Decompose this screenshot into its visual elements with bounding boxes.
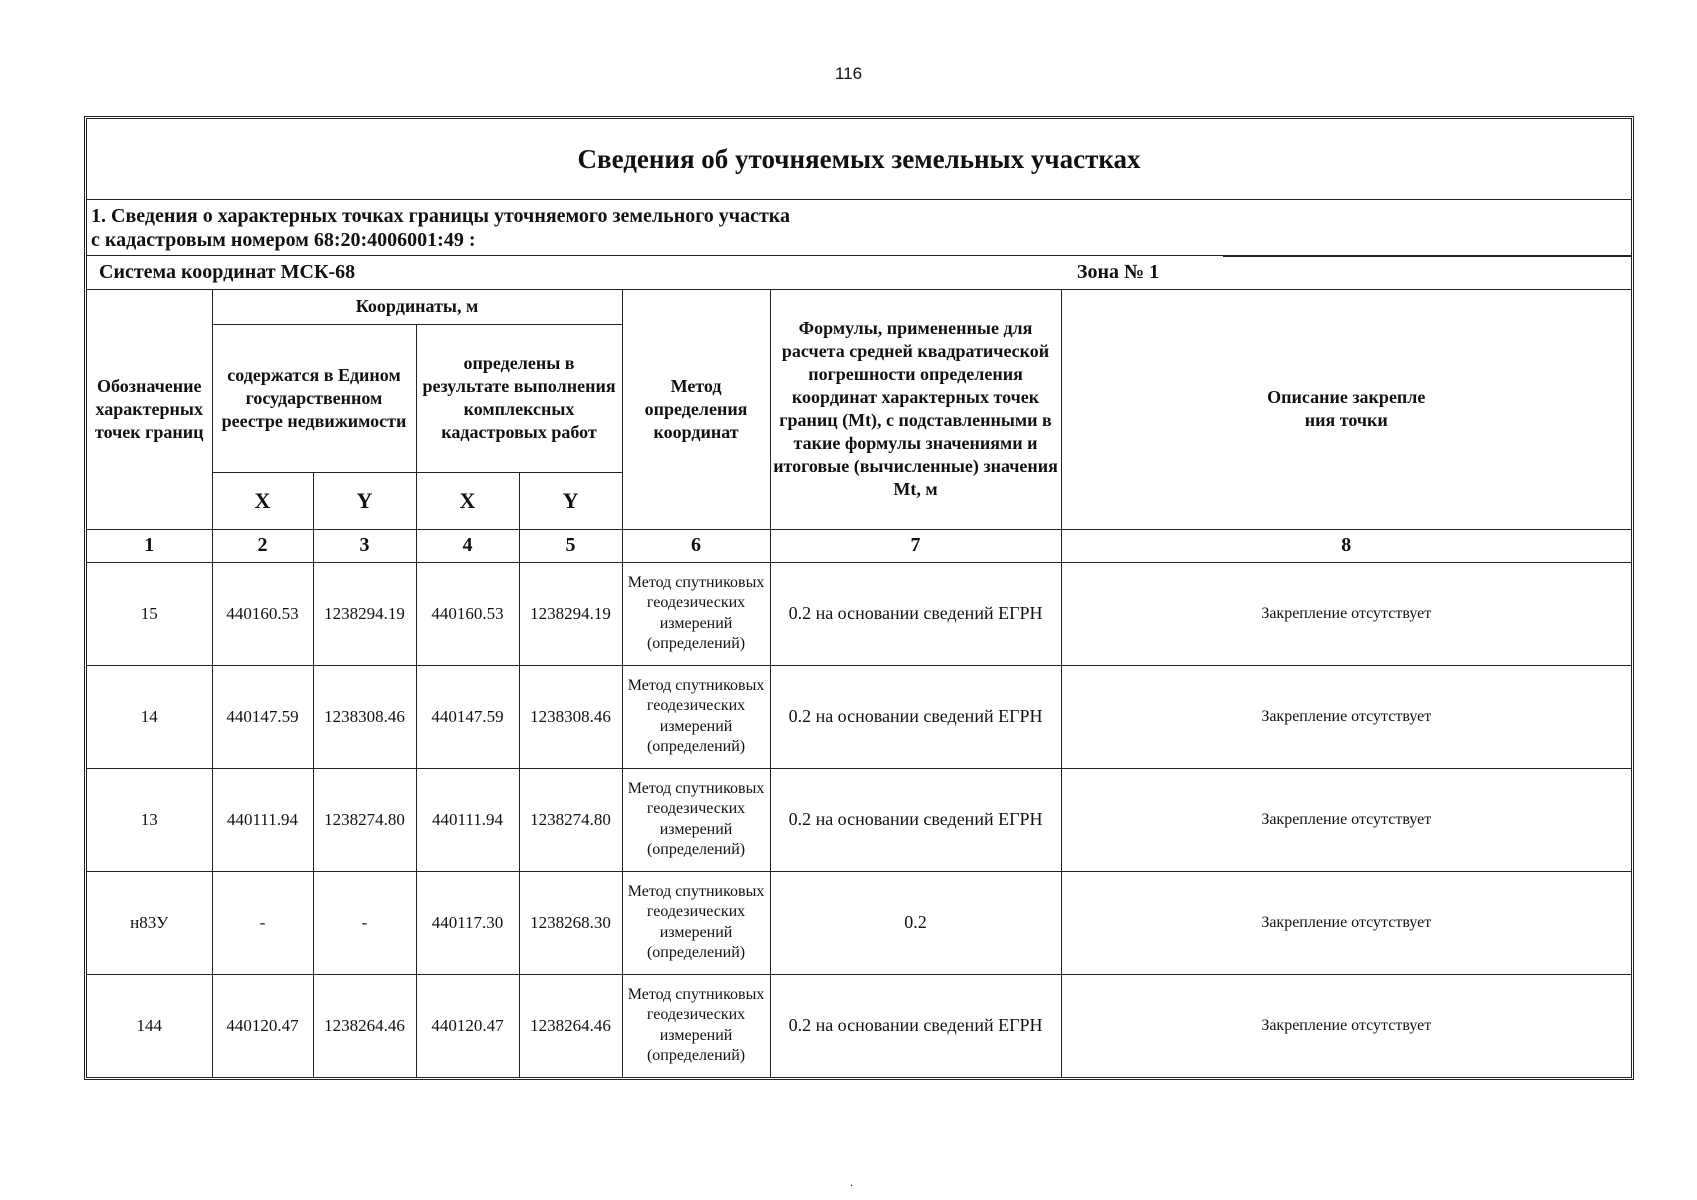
header-egrn-coordinates: содержатся в Едином государственном реестре недвижимости [212,324,416,472]
x-determined: 440117.30 [416,871,519,974]
formula: 0.2 на основании сведений ЕГРН [770,974,1061,1077]
formula: 0.2 на основании сведений ЕГРН [770,768,1061,871]
y-egrn: 1238308.46 [313,665,416,768]
section-heading-line1: 1. Сведения о характерных точках границы уточняемого земельного участка [91,205,791,227]
header-y-egrn: Y [313,472,416,529]
table-row [87,665,1631,768]
page-number: 116 [834,64,863,83]
formula: 0.2 на основании сведений ЕГРН [770,665,1061,768]
coordinate-system-row [87,256,1631,290]
point-id: 15 [87,562,212,665]
point-id: 13 [87,768,212,871]
y-determined: 1238264.46 [519,974,622,1077]
column-number: 2 [212,529,313,562]
y-egrn: 1238274.80 [313,768,416,871]
header-method: Метод определения координат [622,290,770,529]
document-table-frame [84,116,1634,1080]
document-title: Сведения об уточняемых земельных участках [87,119,1631,200]
point-description: Закрепление отсутствует [1061,768,1631,871]
point-id: н83У [87,871,212,974]
point-description: Закрепление отсутствует [1061,974,1631,1077]
section-heading-line2: с кадастровым номером 68:20:4006001:49 : [91,229,476,251]
y-egrn: 1238294.19 [313,562,416,665]
footer-mark: . [850,1175,853,1189]
column-number: 5 [519,529,622,562]
column-number: 4 [416,529,519,562]
column-number: 6 [622,529,770,562]
method: Метод спутниковых геодезических измерений (определений) [622,562,770,665]
point-description: Закрепление отсутствует [1061,665,1631,768]
point-id: 14 [87,665,212,768]
y-determined: 1238308.46 [519,665,622,768]
zone-label: Зона № 1 [1076,261,1160,283]
header-description-line2: ния точки [1304,410,1388,431]
point-id: 144 [87,974,212,1077]
method: Метод спутниковых геодезических измерений (определений) [622,768,770,871]
x-determined: 440160.53 [416,562,519,665]
column-number: 7 [770,529,1061,562]
header-point-designation: Обозначение характерных точек границ [87,290,212,529]
x-egrn: 440120.47 [212,974,313,1077]
header-coordinates: Координаты, м [212,290,622,324]
zone-divider [1223,256,1631,257]
point-description: Закрепление отсутствует [1061,871,1631,974]
x-determined: 440111.94 [416,768,519,871]
table-row [87,768,1631,871]
method: Метод спутниковых геодезических измерений (определений) [622,871,770,974]
table-row [87,871,1631,974]
point-description: Закрепление отсутствует [1061,562,1631,665]
column-number: 1 [87,529,212,562]
x-egrn: - [212,871,313,974]
header-y-determined: Y [519,472,622,529]
header-x-egrn: X [212,472,313,529]
section-heading [87,200,1631,256]
y-determined: 1238274.80 [519,768,622,871]
formula: 0.2 [770,871,1061,974]
method: Метод спутниковых геодезических измерений (определений) [622,974,770,1077]
y-determined: 1238294.19 [519,562,622,665]
header-description-line1: Описание закрепле [1267,387,1426,408]
x-egrn: 440160.53 [212,562,313,665]
coordinate-system: Система координат МСК-68 [99,261,356,283]
header-x-determined: X [416,472,519,529]
points-table [87,290,1631,1077]
y-egrn: - [313,871,416,974]
x-determined: 440120.47 [416,974,519,1077]
x-determined: 440147.59 [416,665,519,768]
x-egrn: 440111.94 [212,768,313,871]
column-number: 3 [313,529,416,562]
header-formula: Формулы, примененные для расчета средней квадратической погрешности определения координат характерных точек границ (Mt), с подставленными в такие формулы значениями и итоговые (вычисленные) значения Mt, м [770,290,1061,529]
table-row [87,974,1631,1077]
y-egrn: 1238264.46 [313,974,416,1077]
y-determined: 1238268.30 [519,871,622,974]
table-row [87,562,1631,665]
x-egrn: 440147.59 [212,665,313,768]
formula: 0.2 на основании сведений ЕГРН [770,562,1061,665]
header-description [1061,290,1631,529]
header-determined-coordinates: определены в результате выполнения комплексных кадастровых работ [416,324,622,472]
column-number: 8 [1061,529,1631,562]
method: Метод спутниковых геодезических измерений (определений) [622,665,770,768]
